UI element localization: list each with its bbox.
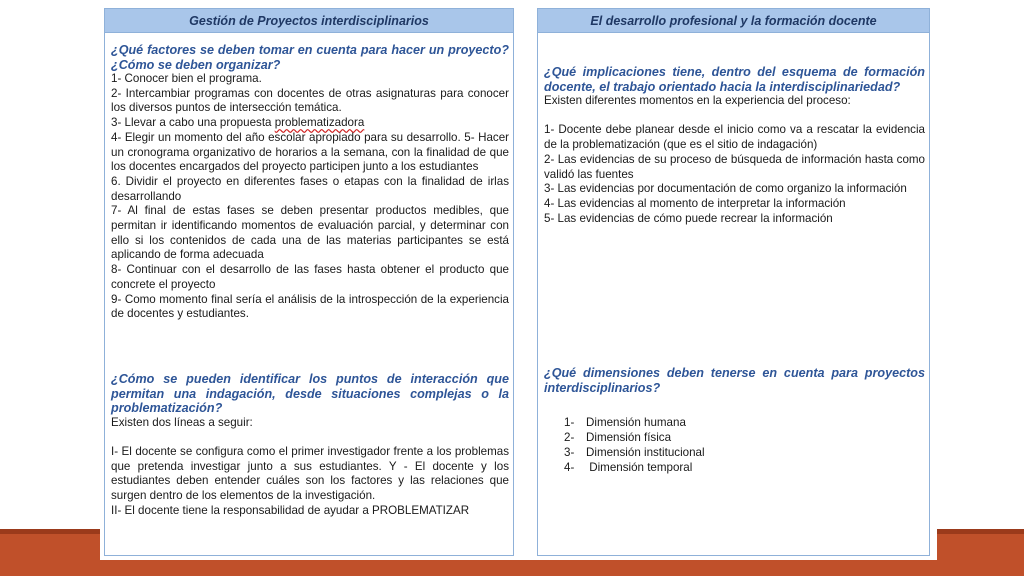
left-column — [104, 8, 514, 556]
left-item-3 — [111, 116, 509, 131]
spellcheck-underline: problematizadora — [274, 116, 365, 130]
list-item: 3- Dimensión institucional — [564, 446, 705, 460]
slide-content — [100, 0, 937, 560]
left-line-2: II- El docente tiene la responsabilidad de ayudar a PROBLEMATIZAR — [111, 503, 470, 517]
left-column-body — [105, 33, 513, 518]
left-column-header: Gestión de Proyectos interdisciplinarios — [105, 9, 513, 33]
list-item: 4- Dimensión temporal — [564, 461, 693, 475]
right-item-5: 5- Las evidencias de cómo puede recrear la información — [544, 211, 833, 225]
left-item-6: 6. Dividir el proyecto en diferentes fases o etapas con la finalidad de irlas desarrollando — [111, 174, 509, 203]
left-item-4: 4- Elegir un momento del año escolar apropiado para su desarrollo. 5- Hacer un cronograma organizativo de horarios a la semana, con la finalidad de que los docentes encargados del proyecto participen junto a los estudiantes — [111, 130, 509, 174]
left-item-7: 7- Al final de estas fases se deben presentar productos medibles, que permitan ir identificando momentos de evaluación parcial, y determinar con ello si los contenidos de cada una de las materias participantes se está aplicando de forma adecuada — [111, 204, 509, 262]
right-question-1: ¿Qué implicaciones tiene, dentro del esquema de formación docente, el trabajo orientado hacia la interdisciplinariedad? — [544, 65, 925, 94]
right-column — [537, 8, 930, 556]
list-item: 1- Dimensión humana — [564, 416, 686, 430]
right-item-1: 1- Docente debe planear desde el inicio como va a rescatar la evidencia de la problematización (que es el sitio de indagación) — [544, 123, 925, 152]
right-column-body — [538, 33, 929, 475]
right-column-header: El desarrollo profesional y la formación docente — [538, 9, 929, 33]
right-intro-1: Existen diferentes momentos en la experiencia del proceso: — [544, 94, 851, 107]
right-question-2: ¿Qué dimensiones deben tenerse en cuenta para proyectos interdisciplinarios? — [544, 366, 925, 395]
left-intro-2: Existen dos líneas a seguir: — [111, 415, 253, 429]
right-item-4: 4- Las evidencias al momento de interpretar la información — [544, 196, 846, 210]
left-item-1: 1- Conocer bien el programa. — [111, 72, 262, 85]
right-item-3: 3- Las evidencias por documentación de como organizo la información — [544, 182, 907, 196]
left-item-9: 9- Como momento final sería el análisis de la introspección de la experiencia de docentes y estudiantes. — [111, 292, 509, 321]
left-item-3-text: 3- Llevar a cabo una propuesta problematizadora — [111, 116, 365, 130]
left-line-1: I- El docente se configura como el primer investigador frente a los problemas que pretenda investigar junto a sus estudiantes. Y - El docente y los estudiantes deben entender cuáles son los factores y las relaciones que surgen dentro de los elementos de la investigación. — [111, 444, 509, 503]
list-item: 2- Dimensión física — [564, 431, 672, 445]
left-question-1: ¿Qué factores se deben tomar en cuenta para hacer un proyecto? ¿Cómo se deben organizar? — [111, 43, 509, 72]
left-question-2: ¿Cómo se pueden identificar los puntos de interacción que permitan una indagación, desde situaciones complejas o la problematización? — [111, 372, 509, 416]
dimensions-list — [564, 415, 925, 475]
left-item-8: 8- Continuar con el desarrollo de las fases hasta obtener el producto que concrete el proyecto — [111, 263, 509, 291]
left-item-2: 2- Intercambiar programas con docentes de otras asignaturas para conocer los diversos puntos de intersección temática. — [111, 86, 509, 115]
right-item-2: 2- Las evidencias de su proceso de búsqueda de información hasta como validó las fuentes — [544, 152, 925, 181]
